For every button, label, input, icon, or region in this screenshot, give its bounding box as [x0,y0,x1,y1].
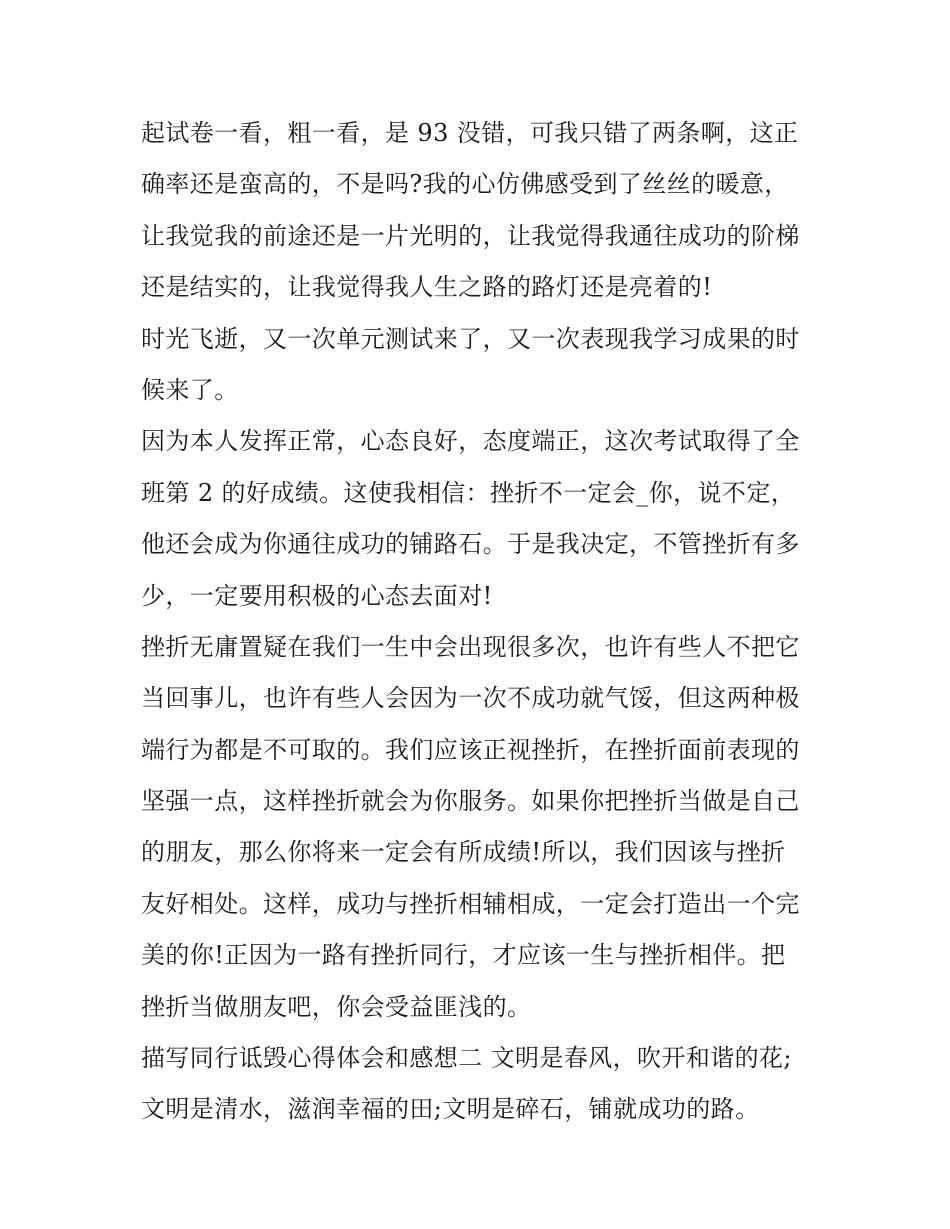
text-line: 描写同行诋毁心得体会和感想二 文明是春风，吹开和谐的花; [141,1044,792,1073]
text-line: 起试卷一看，粗一看，是 93 没错，可我只错了两条啊，这正 [141,119,799,147]
text-line: 还是结实的，让我觉得我人生之路的路灯还是亮着的! [141,273,713,302]
text-line: 美的你!正因为一路有挫折同行，才应该一生与挫折相伴。把 [141,941,786,970]
text-line: 班第 2 的好成绩。这使我相信：挫折不一定会_你，说不定， [141,478,796,507]
text-line: 因为本人发挥正常，心态良好，态度端正，这次考试取得了全 [141,427,800,456]
text-line: 挫折无庸置疑在我们一生中会出现很多次，也许有些人不把它 [141,632,800,661]
text-line: 确率还是蛮高的，不是吗?我的心仿佛感受到了丝丝的暖意， [141,170,789,199]
text-line: 文明是清水，滋润幸福的田;文明是碎石，铺就成功的路。 [141,1095,760,1124]
text-line: 挫折当做朋友吧，你会受益匪浅的。 [141,992,532,1021]
text-line: 当回事儿，也许有些人会因为一次不成功就气馁，但这两种极 [141,684,800,713]
text-line: 坚强一点，这样挫折就会为你服务。如果你把挫折当做是自己 [141,787,800,816]
text-line: 让我觉我的前途还是一片光明的，让我觉得我通往成功的阶梯 [141,221,800,250]
document-body [141,108,821,1136]
text-line: 的朋友，那么你将来一定会有所成绩!所以，我们因该与挫折 [141,838,786,867]
text-line: 时光飞逝，又一次单元测试来了，又一次表现我学习成果的时 [141,324,800,353]
text-line: 少，一定要用积极的心态去面对! [141,581,493,610]
text-line: 端行为都是不可取的。我们应该正视挫折，在挫折面前表现的 [141,735,800,764]
text-line: 他还会成为你通往成功的铺路石。于是我决定，不管挫折有多 [141,530,800,559]
text-line: 候来了。 [141,375,239,404]
text-line: 友好相处。这样，成功与挫折相辅相成，一定会打造出一个完 [141,889,800,918]
